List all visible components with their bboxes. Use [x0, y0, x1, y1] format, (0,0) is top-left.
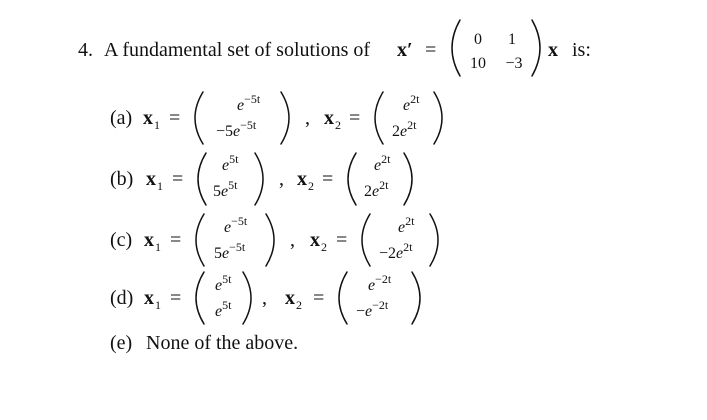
option-c-x2-lparen [362, 214, 370, 266]
option-e [110, 332, 298, 354]
option-d-x1-sub: 1 [155, 298, 161, 312]
matrix-r2c1: 10 [470, 55, 486, 72]
option-a-x2-sub: 2 [335, 118, 341, 132]
option-a-x1-lparen [195, 92, 203, 144]
matrix-right-paren [532, 20, 540, 76]
option-d-x1-bottom: $e^{5t}$ [215, 298, 232, 320]
option-c-x2-rparen [430, 214, 438, 266]
option-c-x1-sub: 1 [155, 240, 161, 254]
option-b-x1: x [146, 168, 156, 190]
option-c-comma: , [290, 229, 295, 251]
matrix-r1c1: 0 [474, 31, 482, 48]
option-c-x2-bottom: $-2e^{2t}$ [379, 240, 413, 262]
option-a-x2-bottom: $2e^{2t}$ [392, 118, 417, 140]
option-d-x2-eq: = [313, 287, 325, 309]
option-d-x1-rparen [243, 272, 251, 324]
option-a-x2: x [324, 107, 334, 129]
option-c-x2-top: $e^{2t}$ [398, 214, 415, 236]
option-d-x2-bottom: $-e^{-2t}$ [356, 298, 389, 320]
option-a-label: (a) [110, 107, 133, 129]
option-e-text: None of the above. [146, 332, 299, 354]
option-d [110, 272, 420, 324]
option-a-x1: x [143, 107, 153, 129]
option-b-x1-eq: = [172, 168, 184, 190]
option-d-x2-lparen [339, 272, 347, 324]
matrix-r1c2: 1 [508, 31, 516, 48]
option-b-x1-lparen [198, 153, 206, 205]
option-b-x2-bottom: $2e^{2t}$ [364, 178, 389, 200]
option-b-comma: , [279, 168, 284, 190]
option-a-x1-bottom: $-5e^{-5t}$ [216, 118, 257, 140]
option-c-label: (c) [110, 229, 133, 251]
option-b-x2-rparen [404, 153, 412, 205]
option-a-x1-rparen [281, 92, 289, 144]
option-d-x1-eq: = [170, 287, 182, 309]
option-c [110, 214, 438, 266]
option-c-x1-lparen [196, 214, 204, 266]
option-a-comma: , [305, 107, 310, 129]
option-b-x1-bottom: $5e^{5t}$ [213, 178, 238, 200]
option-d-x2: x [285, 287, 295, 309]
option-c-x1-bottom: $5e^{-5t}$ [214, 240, 246, 262]
option-b-x2: x [297, 168, 307, 190]
option-c-x1-rparen [266, 214, 274, 266]
option-c-x2: x [310, 229, 320, 251]
option-a-x2-rparen [434, 92, 442, 144]
statement-equals: = [425, 39, 437, 61]
option-a-x2-top: $e^{2t}$ [403, 92, 420, 114]
option-b-x2-lparen [348, 153, 356, 205]
option-d-x1: x [144, 287, 154, 309]
option-a-x1-eq: = [169, 107, 181, 129]
statement-ending: is: [572, 39, 591, 61]
problem-statement [78, 20, 591, 76]
option-b-x2-eq: = [322, 168, 334, 190]
x-prime: x′ [397, 39, 413, 61]
problem-text: A fundamental set of solutions of [104, 39, 371, 61]
option-b-x1-top: $e^{5t}$ [222, 152, 239, 174]
option-d-x2-top: $e^{-2t}$ [368, 272, 392, 294]
matrix-r2c2: −3 [505, 55, 523, 72]
option-d-label: (d) [110, 287, 134, 309]
option-d-x2-sub: 2 [296, 298, 302, 312]
option-b [110, 152, 412, 205]
option-b-x2-top: $e^{2t}$ [374, 152, 391, 174]
option-b-label: (b) [110, 168, 134, 190]
option-a [110, 92, 442, 144]
option-c-x2-eq: = [336, 229, 348, 251]
option-c-x1-eq: = [170, 229, 182, 251]
option-d-comma: , [262, 287, 267, 309]
option-c-x1: x [144, 229, 154, 251]
problem-number: 4. [78, 39, 93, 61]
option-d-x1-top: $e^{5t}$ [215, 272, 232, 294]
matrix-left-paren [452, 20, 460, 76]
option-a-x1-top: $e^{-5t}$ [237, 92, 261, 114]
option-c-x2-sub: 2 [321, 240, 327, 254]
option-b-x1-sub: 1 [157, 179, 163, 193]
option-a-x2-eq: = [349, 107, 361, 129]
option-a-x2-lparen [375, 92, 383, 144]
x-vector: x [548, 39, 558, 61]
option-a-x1-sub: 1 [154, 118, 160, 132]
option-d-x2-rparen [412, 272, 420, 324]
option-b-x1-rparen [255, 153, 263, 205]
option-c-x1-top: $e^{-5t}$ [224, 214, 248, 236]
option-e-label: (e) [110, 332, 133, 354]
option-b-x2-sub: 2 [308, 179, 314, 193]
option-d-x1-lparen [196, 272, 204, 324]
